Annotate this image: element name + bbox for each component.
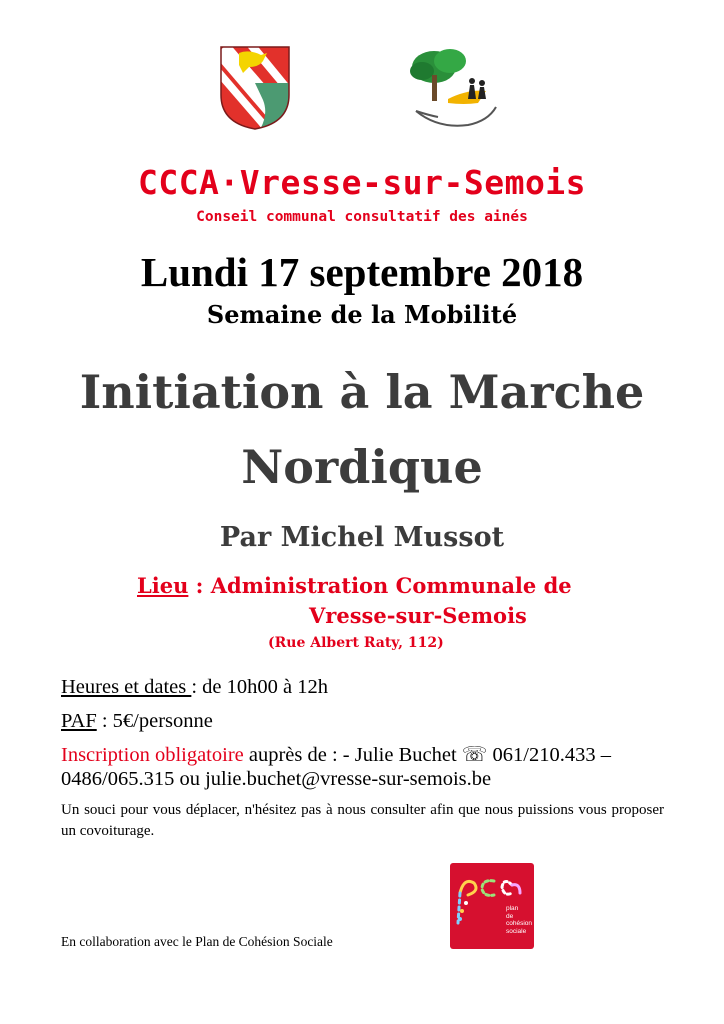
hours-label: Heures et dates — [61, 676, 192, 698]
location-name-line2: Vresse-sur-Semois — [309, 603, 527, 628]
event-title — [0, 355, 724, 505]
paf-value: : 5€/personne — [96, 710, 213, 732]
coat-of-arms-logo — [219, 45, 291, 131]
location-line1 — [137, 573, 572, 598]
location-name-line1: Administration Communale de — [210, 573, 572, 598]
organization-subtitle: Conseil communal consultatif des ainés — [196, 209, 528, 225]
inscription-contact: auprès de : - Julie Buchet ☏ 061/210.433 – — [243, 744, 611, 766]
location-separator: : — [188, 573, 211, 598]
hours-value: : de 10h00 à 12h — [191, 676, 329, 698]
plan-cohesion-sociale-logo — [450, 863, 534, 949]
event-title-line1: Initiation à la Marche — [79, 365, 645, 419]
pcs-badge-text: plan de cohésion sociale — [506, 905, 533, 935]
paf-line — [61, 710, 213, 733]
inscription-line1 — [61, 742, 611, 767]
event-date: Lundi 17 septembre 2018 — [140, 249, 584, 295]
hours-line — [61, 676, 328, 699]
paf-label: PAF — [61, 710, 97, 732]
location-label: Lieu — [137, 573, 189, 598]
mobility-logo — [408, 45, 500, 135]
inscription-line2: 0486/065.315 ou julie.buchet@vresse-sur-semois.be — [61, 768, 492, 790]
inscription-label: Inscription obligatoire — [61, 744, 244, 766]
location-address: (Rue Albert Raty, 112) — [268, 635, 444, 651]
collaboration-note: En collaboration avec le Plan de Cohésion Sociale — [61, 934, 333, 949]
event-week: Semaine de la Mobilité — [206, 300, 518, 329]
carpool-note: Un souci pour vous déplacer, n'hésitez pas à nous consulter afin que nous puissions vous proposer un covoiturage. — [61, 802, 664, 839]
organization-title: CCCA·Vresse-sur-Semois — [137, 163, 587, 202]
event-instructor: Par Michel Mussot — [219, 522, 505, 553]
event-title-line2: Nordique — [241, 440, 483, 494]
